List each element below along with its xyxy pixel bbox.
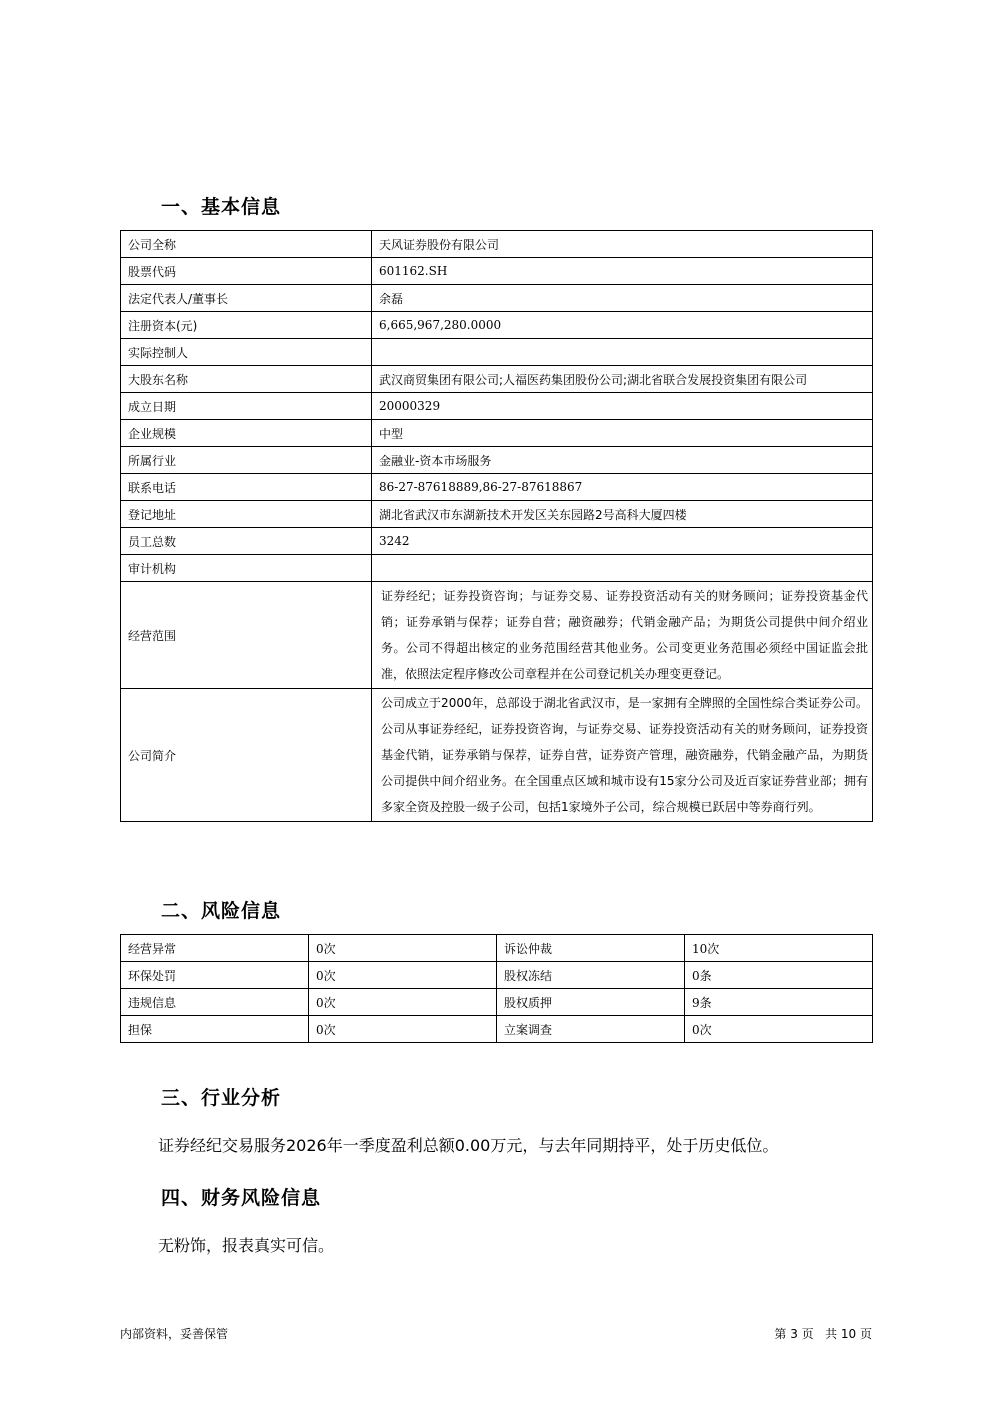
table-row [121, 555, 873, 582]
business-scope-value: 证券经纪；证券投资咨询；与证券交易、证券投资活动有关的财务顾问；证券投资基金代销；证券承销与保荐；证券自营；融资融券；代销金融产品；为期货公司提供中间介绍业务。公司不得超出核定的业务范围经营其他业务。公司变更业务范围必须经中国证监会批准，依照法定程序修改公司章程并在公司登记机关办理变更登记。 [372, 582, 873, 689]
field-label: 企业规模 [121, 420, 372, 447]
field-label: 注册资本(元) [121, 312, 372, 339]
risk-label: 股权质押 [497, 989, 685, 1016]
field-label: 登记地址 [121, 501, 372, 528]
field-value: 86-27-87618889,86-27-87618867 [372, 474, 873, 501]
risk-value: 0次 [309, 962, 497, 989]
table-row [121, 312, 873, 339]
table-row [121, 285, 873, 312]
risk-value: 0次 [309, 935, 497, 962]
field-label: 公司全称 [121, 231, 372, 258]
section-title-industry: 三、行业分析 [161, 1087, 282, 1109]
field-label: 审计机构 [121, 555, 372, 582]
footer-note: 内部资料，妥善保管 [120, 1327, 229, 1341]
company-profile-label: 公司简介 [121, 689, 372, 822]
table-row [121, 582, 873, 689]
table-row [121, 989, 873, 1016]
field-label: 股票代码 [121, 258, 372, 285]
table-row [121, 366, 873, 393]
table-row [121, 231, 873, 258]
risk-label: 违规信息 [121, 989, 309, 1016]
field-label: 员工总数 [121, 528, 372, 555]
business-scope-label: 经营范围 [121, 582, 372, 689]
table-row [121, 501, 873, 528]
field-label: 成立日期 [121, 393, 372, 420]
page-number: 第 3 页 共 10 页 [774, 1327, 872, 1341]
table-row [121, 935, 873, 962]
risk-value: 9条 [685, 989, 873, 1016]
basic-info-table [120, 230, 873, 822]
field-label: 联系电话 [121, 474, 372, 501]
field-label: 大股东名称 [121, 366, 372, 393]
table-row [121, 258, 873, 285]
table-row [121, 528, 873, 555]
field-value [372, 555, 873, 582]
field-value: 湖北省武汉市东湖新技术开发区关东园路2号高科大厦四楼 [372, 501, 873, 528]
table-row [121, 339, 873, 366]
table-row [121, 962, 873, 989]
field-value: 3242 [372, 528, 873, 555]
risk-info-table [120, 934, 873, 1043]
field-value: 余磊 [372, 285, 873, 312]
table-row [121, 393, 873, 420]
table-row [121, 447, 873, 474]
table-row [121, 689, 873, 822]
table-row [121, 420, 873, 447]
risk-label: 担保 [121, 1016, 309, 1043]
risk-label: 经营异常 [121, 935, 309, 962]
risk-label: 诉讼仲裁 [497, 935, 685, 962]
field-value: 天风证券股份有限公司 [372, 231, 873, 258]
field-value: 中型 [372, 420, 873, 447]
industry-text: 证券经纪交易服务2026年一季度盈利总额0.00万元，与去年同期持平，处于历史低位。 [158, 1136, 779, 1155]
risk-value: 0条 [685, 962, 873, 989]
field-value: 金融业-资本市场服务 [372, 447, 873, 474]
section-title-basic: 一、基本信息 [161, 196, 282, 218]
field-label: 法定代表人/董事长 [121, 285, 372, 312]
field-value: 601162.SH [372, 258, 873, 285]
finance-text: 无粉饰，报表真实可信。 [158, 1236, 335, 1255]
risk-value: 10次 [685, 935, 873, 962]
field-value: 6,665,967,280.0000 [372, 312, 873, 339]
risk-value: 0次 [685, 1016, 873, 1043]
risk-label: 立案调查 [497, 1016, 685, 1043]
field-value: 武汉商贸集团有限公司;人福医药集团股份公司;湖北省联合发展投资集团有限公司 [372, 366, 873, 393]
field-label: 所属行业 [121, 447, 372, 474]
field-label: 实际控制人 [121, 339, 372, 366]
section-title-risk: 二、风险信息 [161, 900, 282, 922]
table-row [121, 474, 873, 501]
section-title-finance: 四、财务风险信息 [161, 1187, 322, 1209]
field-value [372, 339, 873, 366]
table-row [121, 1016, 873, 1043]
risk-value: 0次 [309, 1016, 497, 1043]
risk-value: 0次 [309, 989, 497, 1016]
risk-label: 环保处罚 [121, 962, 309, 989]
risk-label: 股权冻结 [497, 962, 685, 989]
field-value: 20000329 [372, 393, 873, 420]
company-profile-value: 公司成立于2000年，总部设于湖北省武汉市，是一家拥有全牌照的全国性综合类证券公司。公司从事证券经纪，证券投资咨询，与证券交易、证券投资活动有关的财务顾问，证券投资基金代销，证券承销与保荐，证券自营，证券资产管理，融资融券，代销金融产品，为期货公司提供中间介绍业务。在全国重点区域和城市设有15家分公司及近百家证券营业部；拥有多家全资及控股一级子公司，包括1家境外子公司，综合规模已跃居中等券商行列。 [372, 689, 873, 822]
